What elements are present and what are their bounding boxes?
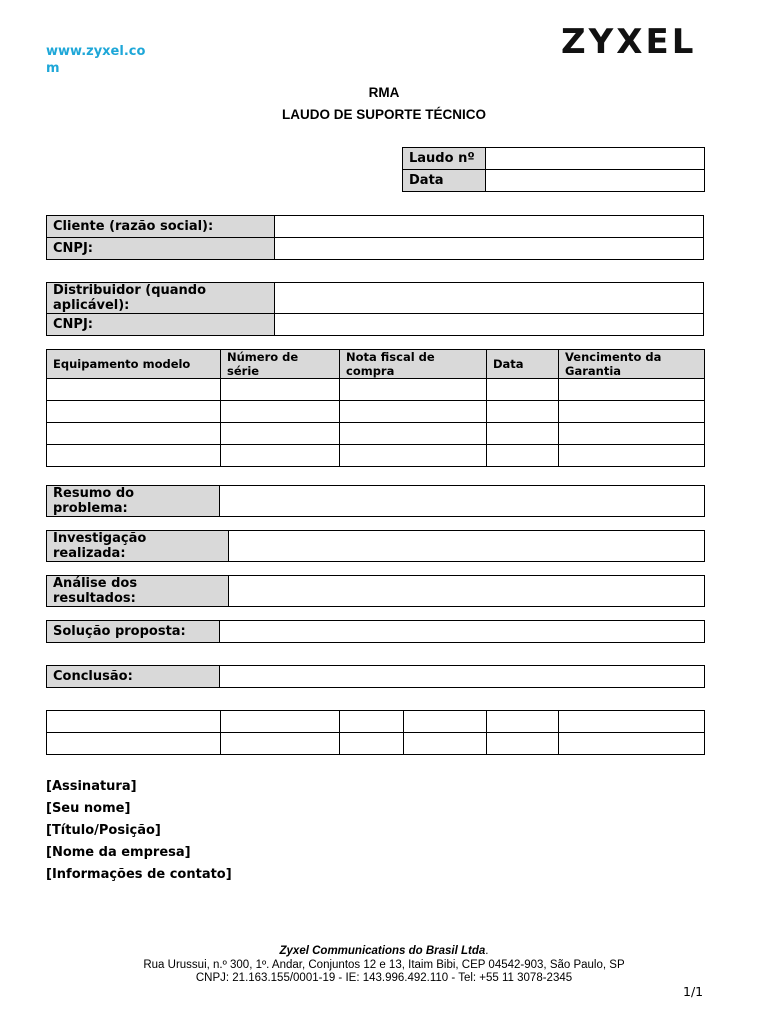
solucao-field[interactable] [220, 621, 705, 643]
table-row [47, 733, 705, 755]
cliente-field[interactable] [275, 216, 704, 238]
table-cell[interactable] [340, 423, 487, 445]
table-cell[interactable] [487, 401, 559, 423]
table-cell[interactable] [559, 401, 705, 423]
empty-table [46, 710, 705, 755]
cliente-table [46, 215, 704, 260]
laudo-table [402, 147, 705, 192]
analise-field[interactable] [229, 576, 705, 607]
footer-address: Rua Urussui, n.º 300, 1º. Andar, Conjuntos 12 e 13, Itaim Bibi, CEP 04542-903, São Paulo, SP [143, 959, 625, 971]
table-cell[interactable] [404, 733, 487, 755]
resumo-field[interactable] [220, 486, 705, 517]
table-cell[interactable] [221, 379, 340, 401]
solucao-label: Solução proposta: [47, 621, 220, 643]
laudo-number-field[interactable] [486, 148, 705, 170]
conclusao-field[interactable] [220, 666, 705, 688]
distribuidor-cnpj-field[interactable] [275, 314, 704, 336]
cliente-label: Cliente (razão social): [47, 216, 275, 238]
company-placeholder: [Nome da empresa] [46, 845, 191, 860]
table-cell[interactable] [340, 711, 404, 733]
table-row [47, 379, 705, 401]
table-cell[interactable] [221, 423, 340, 445]
investigacao-label: Investigação realizada: [47, 531, 229, 562]
zyxel-logo: ZYXEL [561, 22, 697, 62]
table-cell[interactable] [487, 733, 559, 755]
table-cell[interactable] [487, 711, 559, 733]
table-row [403, 170, 705, 192]
table-row [47, 666, 705, 688]
table-cell[interactable] [47, 401, 221, 423]
document-title: RMA [368, 85, 400, 100]
investigacao-field[interactable] [229, 531, 705, 562]
contact-placeholder: [Informações de contato] [46, 867, 232, 882]
table-row [47, 711, 705, 733]
table-cell[interactable] [487, 379, 559, 401]
table-row [47, 445, 705, 467]
footer-registration: CNPJ: 21.163.155/0001-19 - IE: 143.996.492.110 - Tel: +55 11 3078-2345 [195, 972, 573, 984]
investigacao-table [46, 530, 705, 562]
table-cell[interactable] [340, 379, 487, 401]
table-row [47, 216, 704, 238]
distribuidor-table [46, 282, 704, 336]
table-cell[interactable] [559, 445, 705, 467]
table-header-row [47, 350, 705, 379]
table-cell[interactable] [47, 445, 221, 467]
table-cell[interactable] [340, 401, 487, 423]
conclusao-label: Conclusão: [47, 666, 220, 688]
table-row [47, 576, 705, 607]
resumo-table [46, 485, 705, 517]
conclusao-table [46, 665, 705, 688]
laudo-date-field[interactable] [486, 170, 705, 192]
cliente-cnpj-label: CNPJ: [47, 238, 275, 260]
table-cell[interactable] [559, 733, 705, 755]
laudo-number-label: Laudo nº [403, 148, 486, 170]
table-row [47, 314, 704, 336]
table-cell[interactable] [221, 445, 340, 467]
column-header-model: Equipamento modelo [47, 350, 221, 379]
laudo-date-label: Data [403, 170, 486, 192]
table-cell[interactable] [47, 379, 221, 401]
resumo-label: Resumo do problema: [47, 486, 220, 517]
table-cell[interactable] [221, 733, 340, 755]
signature-block [46, 776, 232, 886]
table-row [403, 148, 705, 170]
footer-company-line [0, 945, 768, 958]
table-row [47, 423, 705, 445]
website-link[interactable] [46, 43, 145, 77]
table-cell[interactable] [47, 711, 221, 733]
column-header-serial: Número de série [221, 350, 340, 379]
table-row [47, 621, 705, 643]
distribuidor-cnpj-label: CNPJ: [47, 314, 275, 336]
analise-table [46, 575, 705, 607]
table-cell[interactable] [404, 711, 487, 733]
cliente-cnpj-field[interactable] [275, 238, 704, 260]
table-cell[interactable] [47, 423, 221, 445]
distribuidor-label: Distribuidor (quando aplicável): [47, 283, 275, 314]
footer-company-suffix: . [485, 945, 489, 957]
solucao-table [46, 620, 705, 643]
distribuidor-field[interactable] [275, 283, 704, 314]
document-subtitle: LAUDO DE SUPORTE TÉCNICO [281, 107, 486, 122]
table-cell[interactable] [340, 445, 487, 467]
table-cell[interactable] [559, 379, 705, 401]
column-header-invoice: Nota fiscal de compra [340, 350, 487, 379]
table-row [47, 283, 704, 314]
table-cell[interactable] [47, 733, 221, 755]
table-row [47, 531, 705, 562]
table-row [47, 486, 705, 517]
footer-company-name: Zyxel Communications do Brasil Ltda [279, 945, 486, 957]
signature-placeholder: [Assinatura] [46, 779, 137, 794]
table-cell[interactable] [559, 711, 705, 733]
table-cell[interactable] [221, 401, 340, 423]
table-cell[interactable] [559, 423, 705, 445]
name-placeholder: [Seu nome] [46, 801, 131, 816]
column-header-warranty: Vencimento da Garantia [559, 350, 705, 379]
website-link-line1: www.zyxel.co [46, 44, 146, 59]
page-number: 1/1 [683, 984, 704, 999]
table-cell[interactable] [221, 711, 340, 733]
table-cell[interactable] [340, 733, 404, 755]
table-cell[interactable] [487, 423, 559, 445]
equipment-table [46, 349, 705, 467]
title-placeholder: [Título/Posição] [46, 823, 161, 838]
column-header-date: Data [487, 350, 559, 379]
table-row [47, 401, 705, 423]
table-row [47, 238, 704, 260]
table-cell[interactable] [487, 445, 559, 467]
website-link-line2: m [46, 61, 60, 76]
analise-label: Análise dos resultados: [47, 576, 229, 607]
